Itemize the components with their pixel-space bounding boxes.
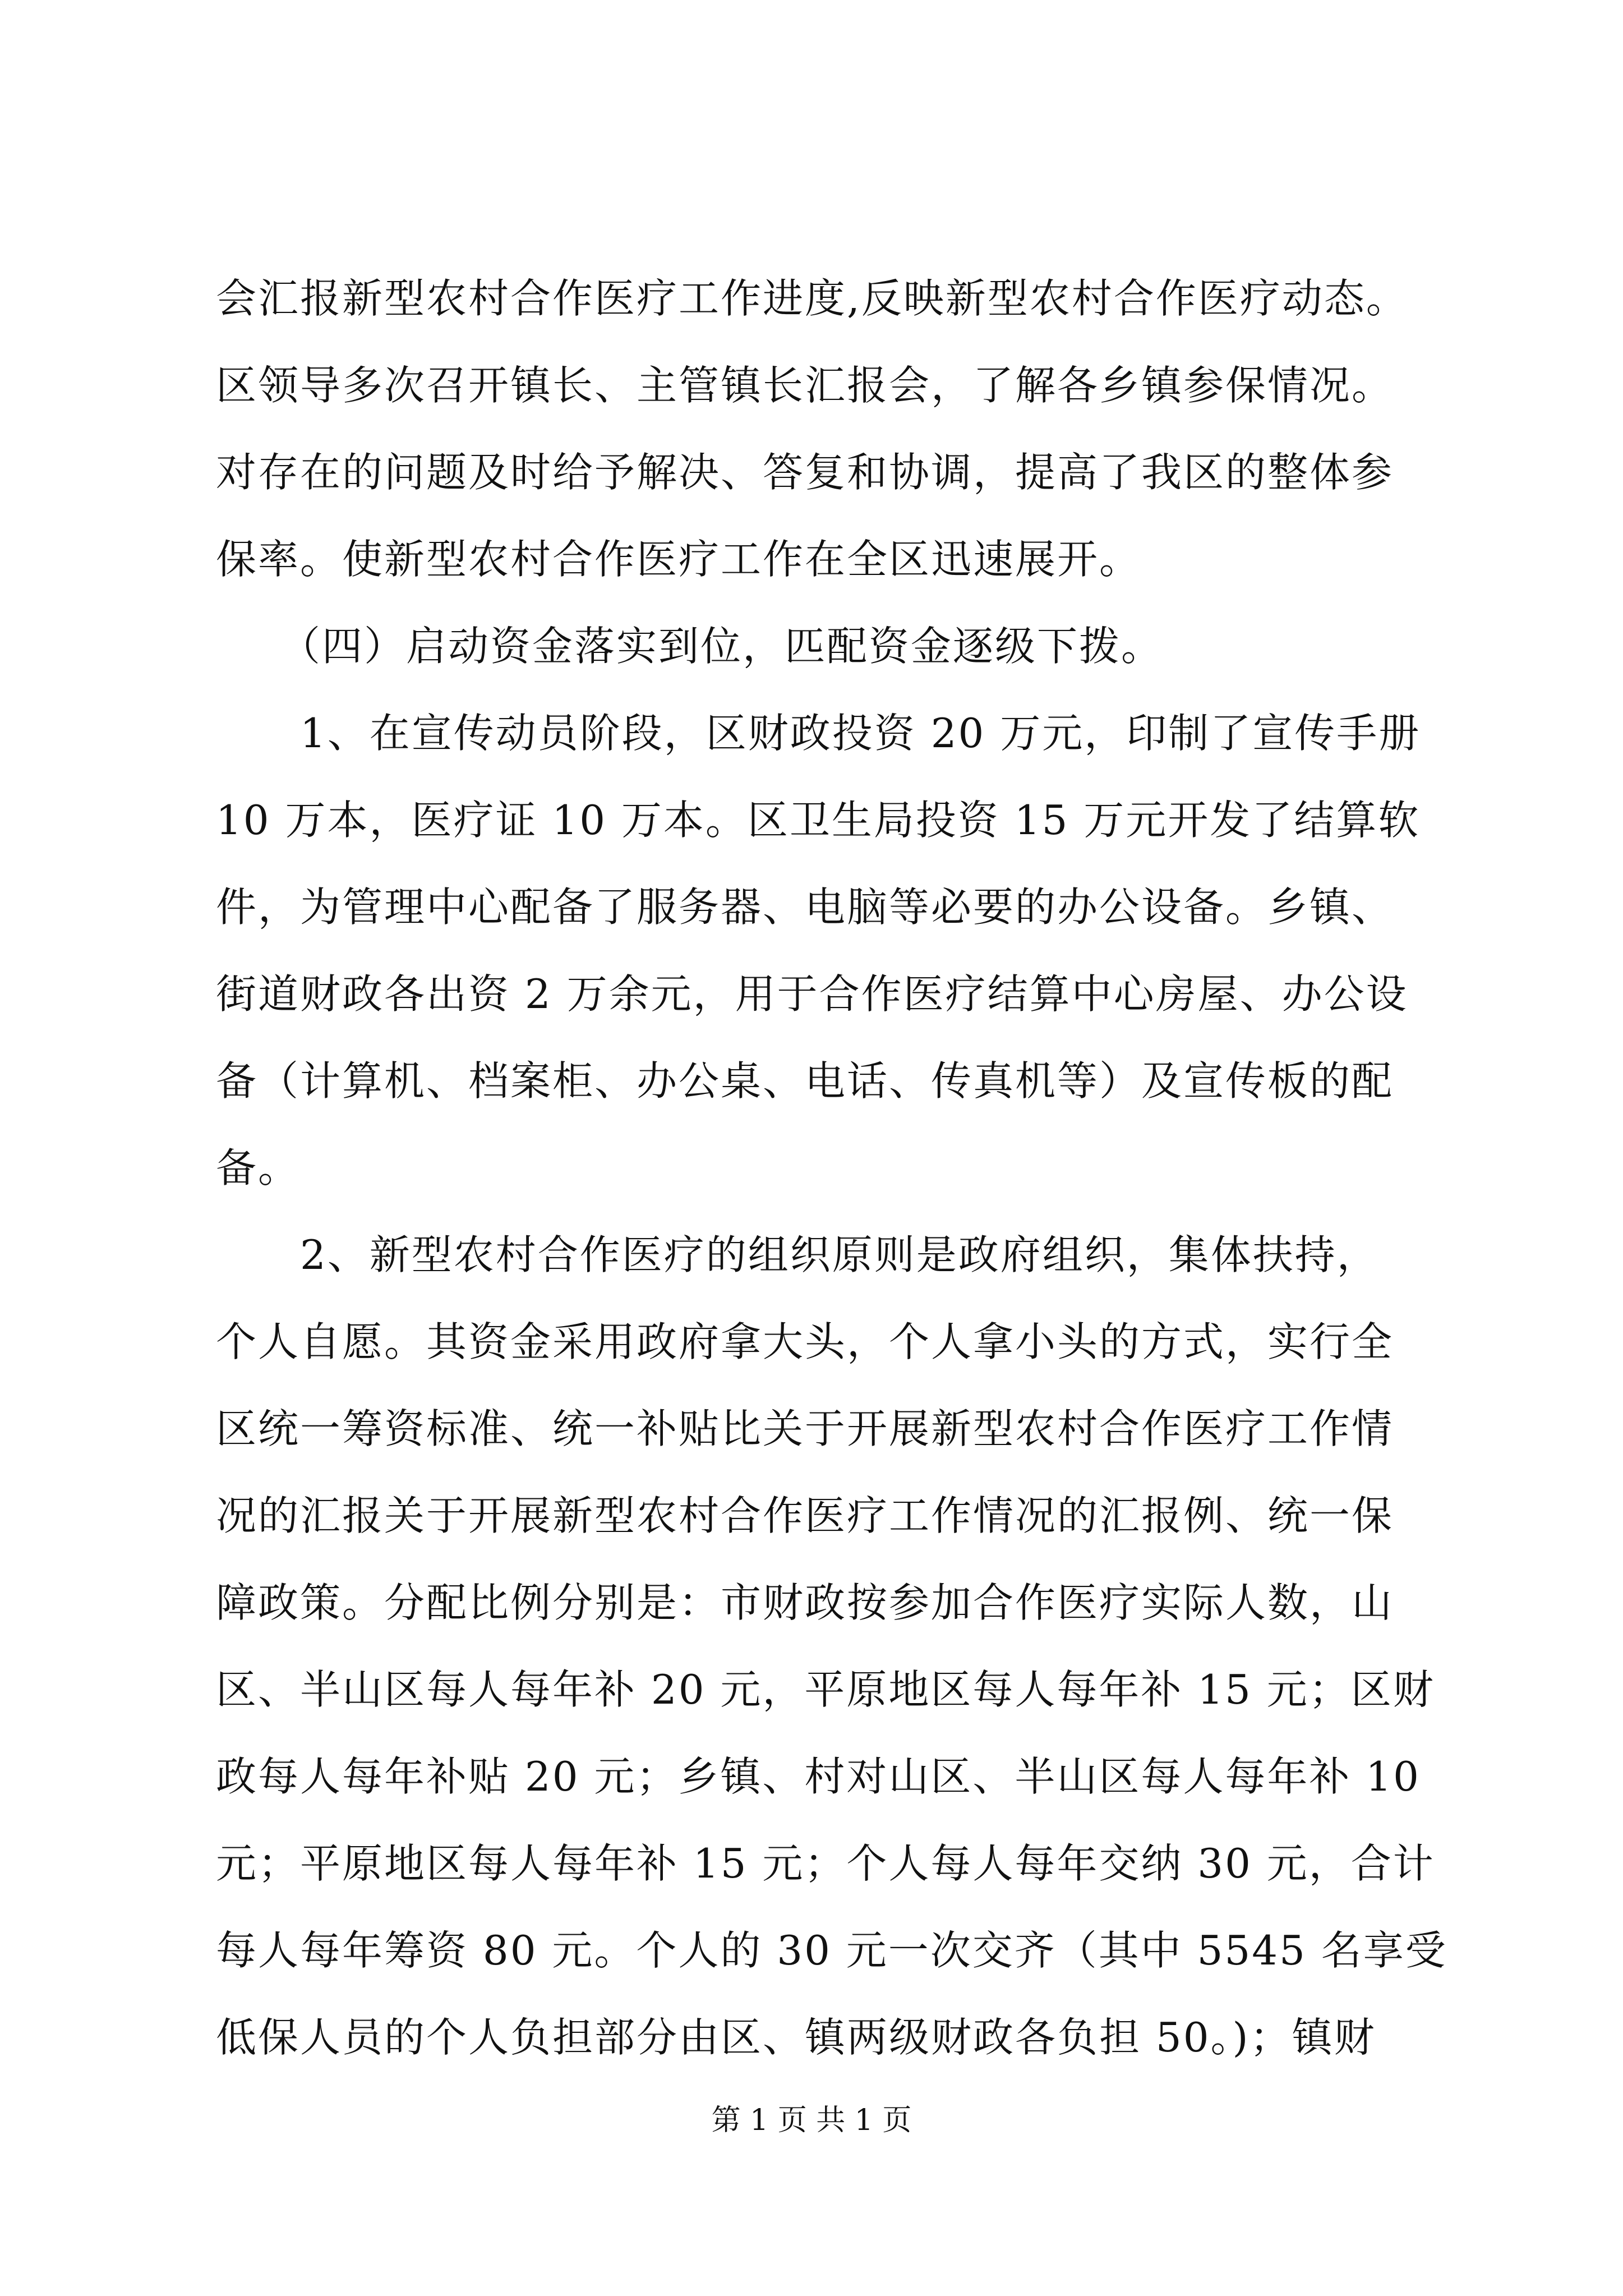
text-line: 备。 [216, 1144, 301, 1191]
text-line: 件，为管理中心配备了服务器、电脑等必要的办公设备。乡镇、 [216, 884, 1394, 931]
text-line: 备（计算机、档案柜、办公桌、电话、传真机等）及宣传板的配 [216, 1057, 1394, 1105]
body-text [216, 255, 1483, 2081]
text-line: 低保人员的个人负担部分由区、镇两级财政各负担 50。)；镇财 [216, 2014, 1376, 2061]
page-footer: 第 1 页 共 1 页 [711, 2104, 912, 2137]
text-line: 元；平原地区每人每年补 15 元；个人每人每年交纳 30 元，合计 [216, 1840, 1435, 1887]
text-line: 保率。使新型农村合作医疗工作在全区迅速展开。 [216, 536, 1142, 583]
text-line: 障政策。分配比例分别是：市财政按参加合作医疗实际人数，山 [216, 1579, 1394, 1626]
text-line: 街道财政各出资 2 万余元，用于合作医疗结算中心房屋、办公设 [216, 970, 1408, 1018]
text-line: 区统一筹资标准、统一补贴比关于开展新型农村合作医疗工作情 [216, 1405, 1394, 1452]
section-heading: （四）启动资金落实到位，匹配资金逐级下拨。 [216, 623, 1164, 670]
text-line: 况的汇报关于开展新型农村合作医疗工作情况的汇报例、统一保 [216, 1492, 1394, 1539]
text-line: 对存在的问题及时给予解决、答复和协调，提高了我区的整体参 [216, 449, 1394, 496]
text-line: 个人自愿。其资金采用政府拿大头，个人拿小头的方式，实行全 [216, 1318, 1394, 1365]
text-line: 区、半山区每人每年补 20 元，平原地区每人每年补 15 元；区财 [216, 1666, 1435, 1713]
text-line: 1、在宣传动员阶段，区财政投资 20 万元，印制了宣传手册 [216, 710, 1421, 757]
text-line: 区领导多次召开镇长、主管镇长汇报会，了解各乡镇参保情况。 [216, 362, 1394, 409]
text-line: 10 万本，医疗证 10 万本。区卫生局投资 15 万元开发了结算软 [216, 797, 1421, 844]
text-line: 每人每年筹资 80 元。个人的 30 元一次交齐（其中 5545 名享受 [216, 1927, 1447, 1974]
text-line: 政每人每年补贴 20 元；乡镇、村对山区、半山区每人每年补 10 [216, 1753, 1421, 1800]
text-line: 2、新型农村合作医疗的组织原则是政府组织，集体扶持， [216, 1231, 1379, 1278]
text-line: 会汇报新型农村合作医疗工作进度,反映新型农村合作医疗动态。 [216, 275, 1408, 322]
